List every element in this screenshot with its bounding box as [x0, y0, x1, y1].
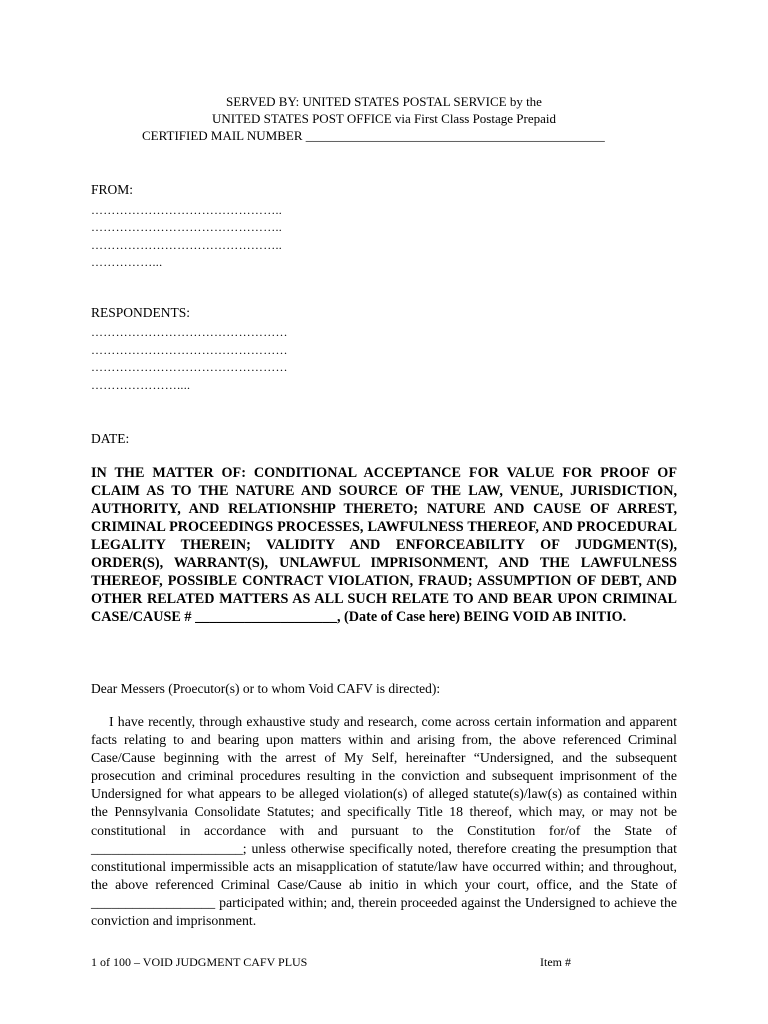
respondents-line-3: …………………………………………	[91, 360, 288, 374]
respondents-line-1: …………………………………………	[91, 325, 288, 339]
footer-page-label: 1 of 100 – VOID JUDGMENT CAFV PLUS	[91, 955, 308, 969]
from-label: FROM:	[91, 182, 134, 197]
body-paragraph: I have recently, through exhaustive study and research, come across certain information and apparent facts relating to and bearing upon matters within and arising from, the above referenced Criminal Case/Cause beginning with the arrest of My Self, hereinafter “Undersigned, and the subsequent prosecution and criminal procedures resulting in the conviction and subsequent imprisonment of the Undersigned for what appears to be alleged violation(s) of alleged statute(s)/law(s) as contained within the Pennsylvania Consolidate Statutes; and specifically Title 18 thereof, which may, or may not be constitutional in accordance with and pursuant to the Constitution for/of the State of ______________________; unless otherwise specifically noted, therefore creating the presumption that constitutional impermissible acts an misapplication of statute/law have occurred within; and throughout, the above referenced Criminal Case/Cause ab initio in which your court, office, and the State of __________________ participated within; and, therein proceeded against the Undersigned to achieve the conviction and imprisonment.	[91, 714, 677, 929]
from-line-3: ………………………………………..	[91, 238, 283, 252]
respondents-line-2: …………………………………………	[91, 343, 288, 357]
from-line-2: ………………………………………..	[91, 220, 283, 234]
certified-mail-line	[142, 127, 605, 144]
date-label: DATE:	[91, 431, 130, 446]
respondents-line-4: …………………....	[91, 378, 191, 392]
respondents-label: RESPONDENTS:	[91, 305, 191, 320]
in-the-matter-of-heading: IN THE MATTER OF: CONDITIONAL ACCEPTANCE FOR VALUE FOR PROOF OF CLAIM AS TO THE NATURE AND SOURCE OF THE LAW, VENUE, JURISDICTION, AUTHORITY, AND RELATIONSHIP THERETO; NATURE AND CAUSE OF ARREST, CRIMINAL PROCEEDINGS PROCESSES, LAWFULNESS THEREOF, AND PROCEDURAL LEGALITY THEREIN; VALIDITY AND ENFORCEABILITY OF JUDGMENT(S), ORDER(S), WARRANT(S), UNLAWFUL IMPRISONMENT, AND THE LAWFULNESS THEREOF, POSSIBLE CONTRACT VIOLATION, FRAUD; ASSUMPTION OF DEBT, AND OTHER RELATED MATTERS AS ALL SUCH RELATE TO AND BEAR UPON CRIMINAL CASE/CAUSE # ____________________, (Date of Case here) BEING VOID AB INITIO.	[91, 465, 677, 625]
from-line-1: ………………………………………..	[91, 203, 283, 217]
from-line-4: ……………...	[91, 255, 163, 269]
footer-item-number: Item #	[540, 955, 571, 969]
salutation: Dear Messers (Proecutor(s) or to whom Void CAFV is directed):	[91, 681, 441, 696]
certified-mail-label: CERTIFIED MAIL NUMBER	[142, 128, 303, 143]
certified-mail-blank: ______________________________________________	[305, 128, 605, 143]
served-by-line: SERVED BY: UNITED STATES POSTAL SERVICE by the	[226, 94, 542, 109]
post-office-line: UNITED STATES POST OFFICE via First Class Postage Prepaid	[212, 111, 556, 126]
